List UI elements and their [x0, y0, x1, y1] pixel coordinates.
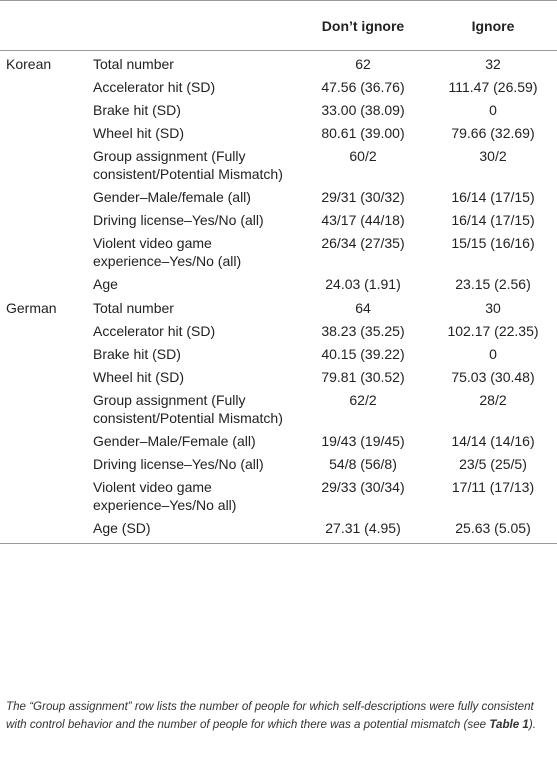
ignore-value: 30/2 — [479, 148, 507, 164]
group-label — [0, 272, 91, 295]
table-header — [0, 1, 557, 51]
row-label: Driving license–Yes/No (all) — [93, 456, 264, 472]
dont-ignore-value: 80.61 (39.00) — [321, 125, 405, 141]
group-label — [0, 208, 91, 231]
header-dont-ignore: Don’t ignore — [321, 18, 405, 34]
group-label — [0, 319, 91, 342]
group-label — [0, 475, 91, 516]
table-row — [0, 75, 557, 98]
group-label — [0, 75, 91, 98]
header-group — [0, 1, 91, 51]
dont-ignore-value: 40.15 (39.22) — [321, 346, 405, 362]
footnote-table-ref: Table 1 — [489, 717, 529, 731]
table-row — [0, 144, 557, 185]
table-footnote — [6, 698, 552, 734]
dont-ignore-value: 79.81 (30.52) — [321, 369, 405, 385]
ignore-value: 17/11 (17/13) — [451, 479, 535, 495]
group-label — [0, 516, 91, 544]
ignore-value: 16/14 (17/15) — [451, 189, 535, 205]
row-label: Total number — [93, 56, 174, 72]
dont-ignore-value: 19/43 (19/45) — [321, 433, 405, 449]
ignore-value: 0 — [489, 102, 497, 118]
group-label — [0, 342, 91, 365]
ignore-value: 30 — [485, 300, 501, 316]
group-label — [0, 144, 91, 185]
table-row — [0, 319, 557, 342]
group-label — [0, 185, 91, 208]
header-variable — [91, 1, 297, 51]
dont-ignore-value: 26/34 (27/35) — [321, 235, 405, 251]
row-label: Accelerator hit (SD) — [93, 79, 216, 95]
table-row — [0, 208, 557, 231]
dont-ignore-value: 62/2 — [349, 392, 377, 408]
header-ignore: Ignore — [471, 18, 515, 34]
group-label: Korean — [6, 56, 52, 72]
group-label: German — [6, 300, 57, 316]
group-label — [0, 121, 91, 144]
table-row — [0, 98, 557, 121]
row-label: Gender–Male/female (all) — [93, 189, 251, 205]
group-label — [0, 388, 91, 429]
row-label: Brake hit (SD) — [93, 102, 181, 118]
row-label: Accelerator hit (SD) — [93, 323, 216, 339]
ignore-value: 28/2 — [479, 392, 507, 408]
dont-ignore-value: 27.31 (4.95) — [325, 520, 401, 536]
ignore-value: 102.17 (22.35) — [447, 323, 539, 339]
dont-ignore-value: 24.03 (1.91) — [325, 276, 401, 292]
dont-ignore-value: 64 — [355, 300, 371, 316]
row-label: Gender–Male/Female (all) — [93, 433, 256, 449]
table-row — [0, 231, 557, 272]
dont-ignore-value: 54/8 (56/8) — [329, 456, 397, 472]
table-row — [0, 51, 557, 76]
table-row — [0, 185, 557, 208]
table-row — [0, 272, 557, 295]
table-row — [0, 475, 557, 516]
dont-ignore-value: 38.23 (35.25) — [321, 323, 405, 339]
row-label: Group assignment (Fully consistent/Potential Mismatch) — [93, 148, 283, 182]
row-label: Age — [93, 276, 118, 292]
group-label — [0, 429, 91, 452]
row-label: Violent video game experience–Yes/No (all) — [93, 235, 242, 269]
ignore-value: 79.66 (32.69) — [451, 125, 535, 141]
dont-ignore-value: 47.56 (36.76) — [321, 79, 405, 95]
ignore-value: 23/5 (25/5) — [459, 456, 527, 472]
row-label: Wheel hit (SD) — [93, 369, 185, 385]
dont-ignore-value: 29/33 (30/34) — [321, 479, 405, 495]
header-row — [0, 1, 557, 51]
group-label — [0, 98, 91, 121]
table-row — [0, 365, 557, 388]
group-label — [0, 231, 91, 272]
group-label — [0, 365, 91, 388]
row-label: Driving license–Yes/No (all) — [93, 212, 264, 228]
footnote-end: ). — [528, 717, 536, 731]
row-label: Wheel hit (SD) — [93, 125, 185, 141]
table-row — [0, 295, 557, 319]
ignore-value: 14/14 (14/16) — [451, 433, 535, 449]
footnote-text: The “Group assignment” row lists the number of people for which self-descriptions were fully consistent with control behavior and the number of people for which there was a potential mismatch (see — [6, 699, 534, 731]
row-label: Violent video game experience–Yes/No all) — [93, 479, 237, 513]
table-row — [0, 452, 557, 475]
table-row — [0, 429, 557, 452]
table-row — [0, 388, 557, 429]
dont-ignore-value: 33.00 (38.09) — [321, 102, 405, 118]
table-row — [0, 516, 557, 544]
ignore-value: 75.03 (30.48) — [451, 369, 535, 385]
table-row — [0, 121, 557, 144]
ignore-value: 32 — [485, 56, 501, 72]
row-label: Age (SD) — [93, 520, 151, 536]
ignore-value: 15/15 (16/16) — [451, 235, 535, 251]
row-label: Brake hit (SD) — [93, 346, 181, 362]
ignore-value: 16/14 (17/15) — [451, 212, 535, 228]
dont-ignore-value: 29/31 (30/32) — [321, 189, 405, 205]
row-label: Group assignment (Fully consistent/Potential Mismatch) — [93, 392, 283, 426]
table-row — [0, 342, 557, 365]
table-body — [0, 51, 557, 544]
group-label — [0, 452, 91, 475]
dont-ignore-value: 60/2 — [349, 148, 377, 164]
dont-ignore-value: 43/17 (44/18) — [321, 212, 405, 228]
dont-ignore-value: 62 — [355, 56, 371, 72]
ignore-value: 111.47 (26.59) — [448, 79, 538, 95]
ignore-value: 23.15 (2.56) — [455, 276, 531, 292]
ignore-value: 25.63 (5.05) — [455, 520, 531, 536]
ignore-value: 0 — [489, 346, 497, 362]
row-label: Total number — [93, 300, 174, 316]
